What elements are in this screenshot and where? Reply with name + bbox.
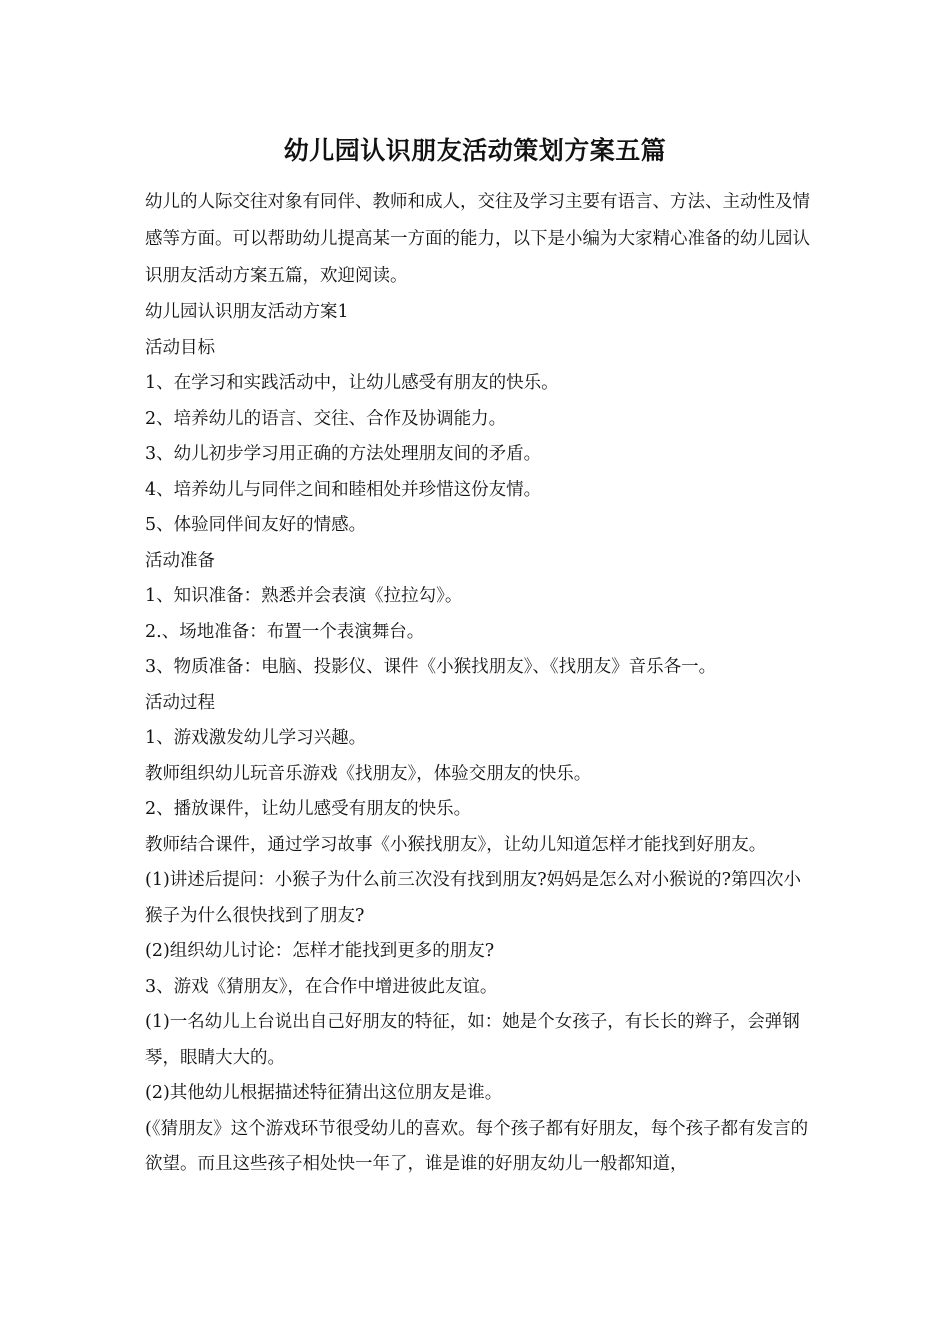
process-item: 3、游戏《猜朋友》，在合作中增进彼此友谊。 xyxy=(145,976,498,997)
prep-item: 3、物质准备：电脑、投影仪、课件《小猴找朋友》、《找朋友》音乐各一。 xyxy=(145,657,717,677)
goal-item: 4、培养幼儿与同伴之间和睦相处并珍惜这份友情。 xyxy=(145,479,542,500)
goal-item: 2、培养幼儿的语言、交往、合作及协调能力。 xyxy=(145,408,507,429)
process-item: (1)一名幼儿上台说出自己好朋友的特征，如：她是个女孩子，有长长的辫子，会弹钢琴，眼睛大大的。 xyxy=(145,1012,800,1068)
goals-heading: 活动目标 xyxy=(145,337,215,358)
process-item: 教师结合课件，通过学习故事《小猴找朋友》，让幼儿知道怎样才能找到好朋友。 xyxy=(145,834,767,855)
process-item: (2)其他幼儿根据描述特征猜出这位朋友是谁。 xyxy=(145,1083,503,1103)
process-heading: 活动过程 xyxy=(145,692,215,713)
section-title: 幼儿园认识朋友活动方案1 xyxy=(145,302,349,322)
process-item: 教师组织幼儿玩音乐游戏《找朋友》，体验交朋友的快乐。 xyxy=(145,763,592,784)
prep-item: 1、知识准备：熟悉并会表演《拉拉勾》。 xyxy=(145,586,463,606)
process-item: (1)讲述后提问：小猴子为什么前三次没有找到朋友?妈妈是怎么对小猴说的?第四次小猴子为什么很快找到了朋友? xyxy=(145,870,802,926)
process-item: 2、播放课件，让幼儿感受有朋友的快乐。 xyxy=(145,799,472,819)
prep-heading: 活动准备 xyxy=(145,550,215,571)
goal-item: 5、体验同伴间友好的情感。 xyxy=(145,515,367,535)
process-item: (2)组织幼儿讨论：怎样才能找到更多的朋友? xyxy=(145,941,495,961)
process-item: (《猜朋友》这个游戏环节很受幼儿的喜欢。每个孩子都有好朋友，每个孩子都有发言的欲望。而且这些孩子相处快一年了，谁是谁的好朋友幼儿一般都知道， xyxy=(145,1118,809,1174)
goal-item: 3、幼儿初步学习用正确的方法处理朋友间的矛盾。 xyxy=(145,444,542,464)
prep-item: 2.、场地准备：布置一个表演舞台。 xyxy=(145,621,425,642)
document-body xyxy=(145,295,810,1183)
intro-paragraph: 幼儿的人际交往对象有同伴、教师和成人，交往及学习主要有语言、方法、主动性及情感等方面。可以帮助幼儿提高某一方面的能力，以下是小编为大家精心准备的幼儿园认识朋友活动方案五篇，欢迎阅读。 xyxy=(145,192,810,286)
process-item: 1、游戏激发幼儿学习兴趣。 xyxy=(145,728,367,748)
goal-item: 1、在学习和实践活动中，让幼儿感受有朋友的快乐。 xyxy=(145,373,559,393)
page-title: 幼儿园认识朋友活动策划方案五篇 xyxy=(283,136,667,165)
